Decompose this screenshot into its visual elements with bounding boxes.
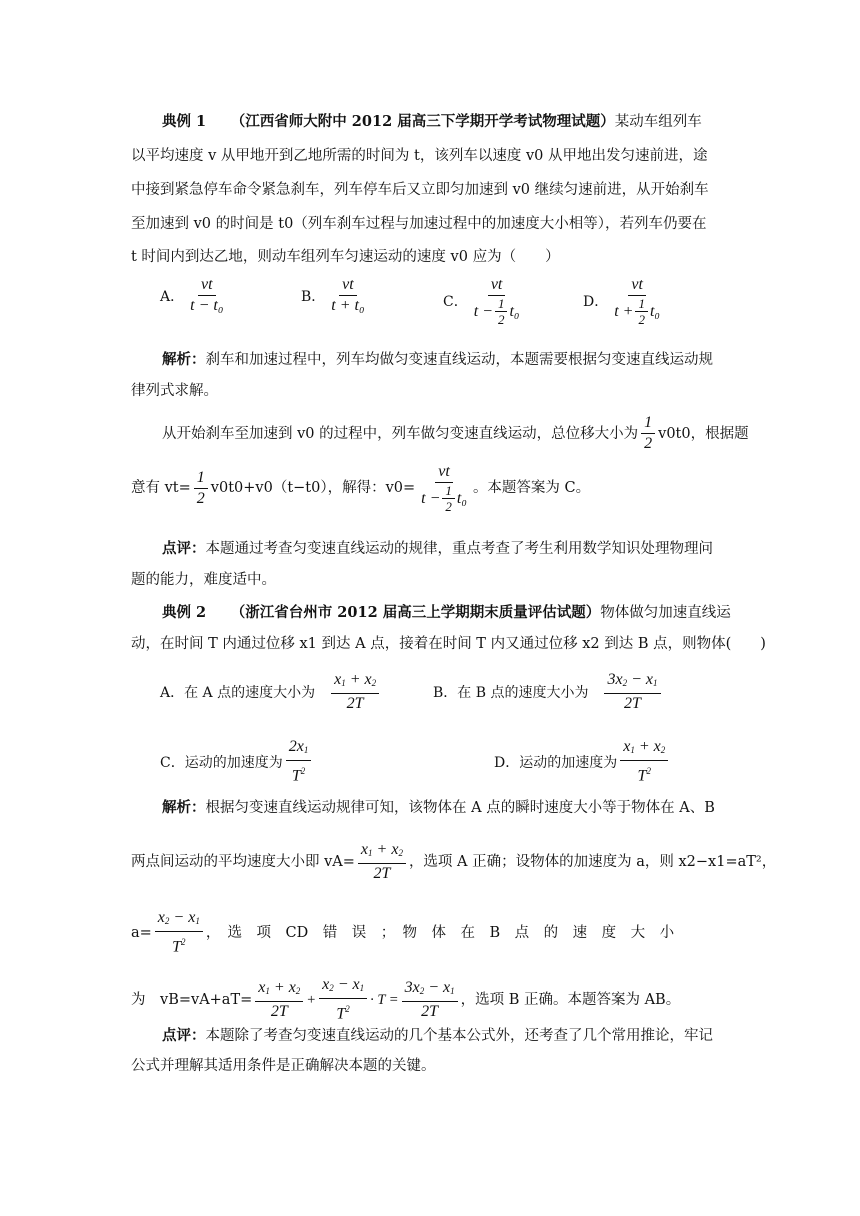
option-letter: A． (160, 288, 185, 305)
analysis-text: 根据匀变速直线运动规律可知，该物体在 A 点的瞬时速度大小等于物体在 A、B (205, 800, 715, 816)
half-fraction (442, 483, 455, 514)
analysis-text: ，选项 A 正确；设物体的加速度为 a，则 x2−x1=aT²， (408, 854, 777, 870)
numerator: $3x_2 - x_1$ (402, 978, 458, 1002)
fraction (331, 670, 379, 714)
half-fraction (194, 468, 208, 509)
numerator: 1 (194, 468, 208, 489)
analysis-text: 为 vB=vA+aT= (131, 991, 253, 1008)
numerator: vt (198, 275, 216, 296)
option-letter: C． (443, 294, 468, 310)
analysis-text: v0t0，根据题 (658, 425, 749, 442)
fraction (155, 908, 203, 957)
fraction (319, 975, 367, 1024)
analysis-2-line (131, 975, 680, 1024)
operator: · T = (370, 991, 399, 1008)
numerator: $x_1 + x_2$ (255, 978, 303, 1002)
analysis-text: 。本题答案为 C。 (472, 480, 591, 496)
denominator: 2T (346, 695, 364, 712)
example-1-line: 以平均速度 v 从甲地开到乙地所需的时间为 t，该列车以速度 v0 从甲地出发匀速前进，途 (131, 148, 708, 164)
numerator: $x_1 + x_2$ (331, 670, 379, 694)
option-c (160, 737, 314, 786)
numerator: vt (339, 275, 357, 296)
half-fraction (635, 296, 648, 327)
option-c (443, 275, 525, 327)
denominator: $T^2$ (291, 766, 306, 785)
example-1-label: 典例 1 (162, 113, 207, 130)
numerator: vt (628, 275, 646, 296)
example-2-text: 物体做匀加速直线运 (600, 605, 731, 621)
denominator-part: t + (614, 302, 634, 320)
analysis-text: v0t0+v0（t−t0），解得：v0= (210, 480, 416, 496)
numerator: 1 (641, 413, 655, 434)
analysis-text: ，选项 B 正确。本题答案为 AB。 (460, 991, 681, 1008)
denominator: t + t₀ (331, 297, 365, 314)
example-1-line: 至加速到 v0 的时间是 t0（列车刹车过程与加速过程中的加速度大小相等），若列车仍要在 (131, 216, 707, 232)
example-1-header (162, 112, 702, 132)
example-1-line: t 时间内到达乙地，则动车组列车匀速运动的速度 v0 应为（ ） (131, 249, 560, 265)
denominator: 2T (373, 865, 391, 882)
denominator-part: t₀ (509, 302, 520, 320)
option-b (433, 670, 664, 714)
option-letter: B． (301, 288, 326, 305)
analysis-2-line (131, 840, 776, 884)
example-1-line: 中接到紧急停车命令紧急刹车，列车停车后又立即匀加速到 v0 继续匀速前进，从开始刹车 (131, 182, 709, 198)
analysis-2-line (162, 798, 715, 818)
example-1-source: （江西省师大附中 2012 届高三下学期开学考试物理试题） (230, 113, 615, 130)
analysis-text: 意有 vt= (131, 480, 191, 496)
denominator: 2T (421, 1002, 439, 1020)
fraction (286, 737, 312, 786)
example-2-header (162, 603, 731, 623)
option-text: B．在 B 点的速度大小为 (433, 685, 589, 701)
example-1-line: 某动车组列车 (614, 114, 702, 130)
analysis-label: 解析： (162, 799, 206, 816)
fraction (328, 275, 367, 316)
fraction (358, 840, 406, 884)
numerator: 1 (495, 296, 508, 312)
example-2-line: 动，在时间 T 内通过位移 x1 到达 A 点，接着在时间 T 内又通过位移 x2 到达 B 点，则物体( ) (131, 636, 766, 652)
denominator: 2 (497, 312, 505, 327)
numerator: vt (488, 275, 506, 296)
numerator: vt (435, 462, 453, 483)
numerator: 1 (442, 483, 455, 499)
fraction (471, 275, 523, 327)
half-fraction (641, 413, 655, 454)
comment-1-line: 题的能力，难度适中。 (131, 572, 276, 588)
comment-1-line (162, 539, 713, 559)
analysis-1-line (162, 350, 713, 370)
comment-label: 点评： (162, 1027, 206, 1044)
denominator: 2 (638, 312, 645, 327)
option-b (301, 275, 371, 316)
numerator: $x_2 - x_1$ (155, 908, 203, 932)
analysis-text: ， 选 项 CD 错 误 ； 物 体 在 B 点 的 速 度 大 小 (205, 924, 675, 941)
analysis-text: 从开始刹车至加速到 v0 的过程中，列车做匀变速直线运动，总位移大小为 (162, 425, 639, 442)
analysis-1-line (162, 413, 749, 454)
denominator: 2T (624, 695, 641, 712)
comment-label: 点评： (162, 540, 206, 557)
example-2-source: （浙江省台州市 2012 届高三上学期期末质量评估试题） (230, 604, 601, 621)
denominator: 2T (270, 1002, 288, 1020)
comment-2-line (162, 1026, 713, 1046)
comment-text: 本题通过考查匀变速直线运动的规律，重点考查了考生利用数学知识处理物理问 (205, 541, 713, 557)
denominator-part: t − (473, 302, 493, 320)
analysis-text: a= (131, 924, 152, 941)
fraction (255, 978, 303, 1022)
denominator: 2 (644, 435, 653, 452)
denominator-part: t₀ (456, 489, 467, 507)
comment-text: 本题除了考查匀变速直线运动的几个基本公式外，还考查了几个常用推论，牢记 (205, 1028, 713, 1044)
option-text: A．在 A 点的速度大小为 (160, 685, 316, 701)
comment-2-line: 公式并理解其适用条件是正确解决本题的关键。 (131, 1058, 436, 1074)
example-2-label: 典例 2 (162, 604, 207, 621)
analysis-1-line (131, 462, 590, 514)
half-fraction (495, 296, 508, 327)
analysis-1-line: 律列式求解。 (131, 383, 218, 399)
option-d (494, 737, 671, 786)
operator: + (306, 991, 317, 1008)
denominator (471, 296, 523, 327)
option-a (160, 670, 382, 714)
fraction (187, 275, 226, 316)
denominator: $T^2$ (637, 766, 651, 785)
analysis-text: 两点间运动的平均速度大小即 vA= (131, 854, 355, 870)
option-text: C．运动的加速度为 (160, 754, 283, 771)
fraction (620, 737, 668, 786)
denominator: $T^2$ (336, 1004, 350, 1023)
denominator-part: t − (421, 489, 441, 507)
numerator: 1 (635, 296, 648, 312)
denominator: t − t₀ (190, 297, 224, 314)
analysis-text: 刹车和加速过程中，列车均做匀变速直线运动，本题需要根据匀变速直线运动规 (205, 352, 713, 368)
answer-fraction (418, 462, 470, 514)
fraction (611, 275, 663, 327)
denominator: 2 (445, 499, 452, 514)
option-text: D．运动的加速度为 (494, 754, 618, 771)
denominator: $T^2$ (172, 937, 186, 956)
numerator: $3x_2 - x_1$ (604, 670, 660, 694)
denominator: 2 (196, 489, 205, 507)
option-d (583, 275, 666, 327)
numerator: $2x_1$ (286, 737, 312, 761)
fraction (402, 978, 458, 1022)
denominator (611, 296, 663, 327)
numerator: $x_1 + x_2$ (358, 840, 406, 864)
option-a (160, 275, 229, 316)
analysis-2-line (131, 908, 731, 957)
numerator: $x_2 - x_1$ (319, 975, 367, 999)
numerator: $x_1 + x_2$ (620, 737, 668, 761)
denominator-part: t₀ (649, 302, 660, 320)
analysis-label: 解析： (162, 351, 206, 368)
fraction (604, 670, 660, 714)
option-letter: D． (583, 294, 609, 310)
denominator (418, 483, 470, 514)
